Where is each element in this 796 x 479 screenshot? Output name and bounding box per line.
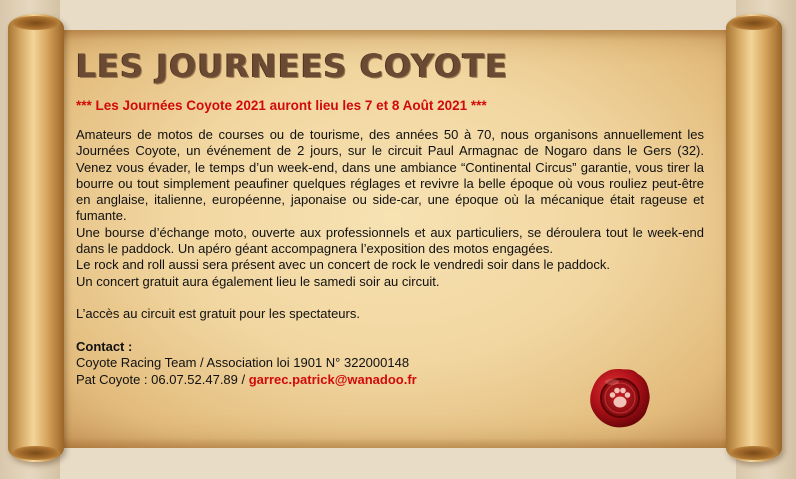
roller-cap-bottom [12,446,60,460]
access-info: L’accès au circuit est gratuit pour les spectateurs. [76,305,360,321]
parchment-edge-bottom [40,438,746,448]
contact-heading: Contact : [76,338,133,354]
wax-seal-svg [588,366,652,430]
intro-paragraph: Amateurs de motos de courses ou de tourisme, des années 50 à 70, nous organisons annuellement les Journées Coyote, un événement de 2 jours, sur le circuit Paul Armagnac de Nogaro dans le Gers (32). Venez vous évader, le temps d’un week-end, dans une ambiance “Continental Circus” garantie, vous tirer la bourre ou tout simplement peaufiner quelques réglages et revivre la belle époque où vous rouliez peut-être en anglaise, italienne, européenne, japonaise ou side-car, une époque où la mécanique était rageuse et fumante. [76,127,704,224]
contact-phone: Pat Coyote : 06.07.52.47.89 / [76,371,249,387]
scroll-roller-right [726,14,782,462]
bourse-paragraph: Une bourse d’échange moto, ouverte aux professionnels et aux particuliers, se déroulera tout le week-end dans le paddock. Un apéro géant accompagnera l’exposition des motos engagées. [76,224,704,257]
rock-line: Le rock and roll aussi sera présent avec un concert de rock le vendredi soir dans le paddock. [76,257,611,273]
page-title: LES JOURNEES COYOTE [76,47,509,85]
contact-email-link[interactable]: garrec.patrick@wanadoo.fr [248,371,417,387]
parchment-edge-top [40,30,746,40]
roller-cap-top [12,16,60,30]
contact-organization: Coyote Racing Team / Association loi 1901 N° 322000148 [76,355,410,371]
roller-cap-top [730,16,778,30]
wax-seal-paw-icon [588,366,652,430]
main-content [76,40,704,388]
roller-cap-bottom [730,446,778,460]
event-announcement: *** Les Journées Coyote 2021 auront lieu les 7 et 8 Août 2021 *** [76,98,487,113]
concert-line: Un concert gratuit aura également lieu le samedi soir au circuit. [76,273,440,289]
event-description [76,127,704,290]
scroll-roller-left [8,14,64,462]
